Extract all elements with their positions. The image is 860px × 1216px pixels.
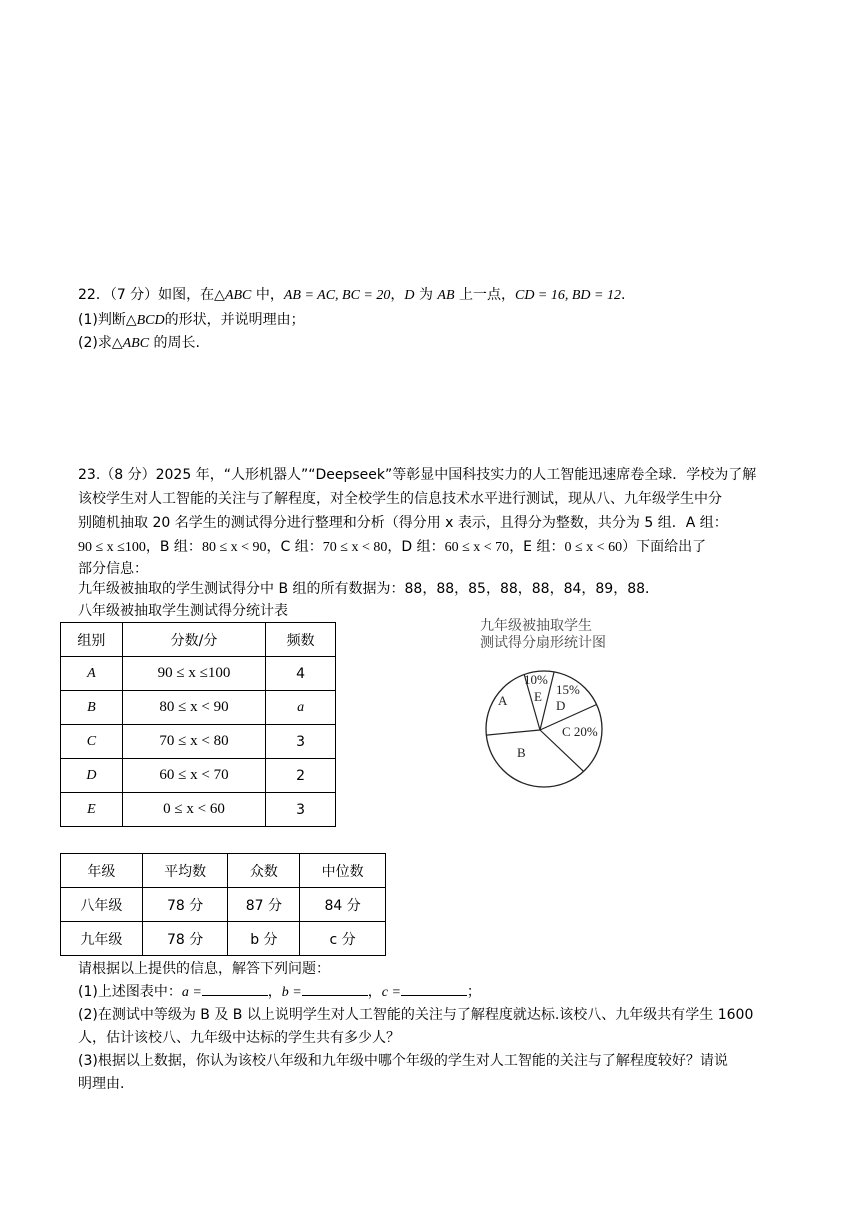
table-cell: 3 [266,793,336,827]
pie-title-line-1: 九年级被抽取学生 [480,619,592,634]
q23-line-3: 别随机抽取 20 名学生的测试得分进行整理和分析（得分用 x 表示，且得分为整数，共分为 5 组．A 组： [78,515,728,531]
pie-label-d-percent: 15% [556,682,580,697]
q23-line-2: 该校学生对人工智能的关注与了解程度，对全校学生的信息技术水平进行测试，现从八、九年级学生中分 [78,491,722,507]
table-header-cell: 众数 [228,854,300,888]
q22-condition-1: AB = AC, BC = 20 [283,288,391,303]
table-cell: c 分 [300,922,386,956]
table-row [61,888,386,922]
table-cell: 2 [266,759,336,793]
table-cell: 84 分 [300,888,386,922]
table-header-cell: 分数/分 [122,623,265,657]
table-cell: 九年级 [61,922,143,956]
table-cell: a [266,691,336,725]
table1-title: 八年级被抽取学生测试得分统计表 [78,603,288,619]
table-row [61,657,336,691]
pie-label-a: A [498,693,508,708]
table-header-cell: 年级 [61,854,143,888]
table-header-cell: 组别 [61,623,123,657]
q22-part-2: (2)求△ABC 的周长. [78,335,200,351]
table-cell: 0 ≤ x < 60 [122,793,265,827]
q23-part-1: (1)上述图表中：a = ，b = ，c = ； [78,981,481,1004]
grade9-pie-chart [474,666,614,796]
table-cell: C [61,725,123,759]
table-row [61,759,336,793]
table-header-cell: 频数 [266,623,336,657]
pie-title-line-2: 测试得分扇形统计图 [480,636,606,651]
table-cell: 3 [266,725,336,759]
table-cell: 80 ≤ x < 90 [122,691,265,725]
q23-line-5: 部分信息： [78,561,148,577]
q23-prompt: 请根据以上提供的信息，解答下列问题： [78,961,330,977]
table-row [61,725,336,759]
table-cell: D [61,759,123,793]
table-cell: A [61,657,123,691]
table-cell: B [61,691,123,725]
table-cell: 78 分 [142,888,228,922]
grade8-score-table [60,622,336,827]
table-cell: b 分 [228,922,300,956]
q23-part-3-line-2: 明理由. [78,1076,125,1092]
table-cell: 78 分 [142,922,228,956]
answer-blank-b[interactable] [302,981,368,996]
pie-label-e: E [534,689,542,704]
answer-blank-a[interactable] [202,981,268,996]
table-cell: 60 ≤ x < 70 [122,759,265,793]
pie-label-c: C 20% [562,724,598,739]
q23-line-4: 90 ≤ x ≤100，B 组：80 ≤ x < 90，C 组：70 ≤ x < 80，D 组：60 ≤ x < 70，E 组：0 ≤ x < 60）下面给出了 [78,539,707,555]
table-row [61,793,336,827]
answer-blank-c[interactable] [401,981,467,996]
q23-line-6: 九年级被抽取的学生测试得分中 B 组的所有数据为：88，88，85，88，88，84，89，88． [78,581,660,597]
pie-label-b: B [517,745,526,760]
q22-part-1: (1)判断△BCD的形状，并说明理由； [78,312,305,328]
table-cell: 90 ≤ x ≤100 [122,657,265,691]
q23-line-1: 23.（8 分）2025 年，“人形机器人”“Deepseek”等彰显中国科技实力的人工智能迅速席卷全球．学校为了解 [78,467,757,483]
table-row [61,922,386,956]
q23-part-2-line-1: (2)在测试中等级为 B 及 B 以上说明学生对人工智能的关注与了解程度就达标.该校八、九年级共有学生 1600 [78,1007,754,1023]
q23-part-2-line-2: 人，估计该校八、九年级中达标的学生共有多少人？ [78,1030,400,1046]
table-cell: 八年级 [61,888,143,922]
q23-part-3-line-1: (3)根据以上数据，你认为该校八年级和九年级中哪个年级的学生对人工智能的关注与了解程度较好？请说 [78,1053,728,1069]
table-row [61,691,336,725]
table-header-cell: 平均数 [142,854,228,888]
table-header-row [61,854,386,888]
table-header-cell: 中位数 [300,854,386,888]
table-cell: 87 分 [228,888,300,922]
pie-label-e-percent: 10% [524,672,548,687]
table-cell: 4 [266,657,336,691]
pie-label-d: D [556,698,566,713]
table-header-row [61,623,336,657]
q22-condition-2: CD = 16, BD = 12 [514,288,621,303]
grade-statistics-table [60,853,386,956]
table-cell: E [61,793,123,827]
q22-header: 22．（7 分）如图，在△ABC 中，AB = AC, BC = 20，D 为 AB 上一点，CD = 16, BD = 12. [78,287,626,303]
table-cell: 70 ≤ x < 80 [122,725,265,759]
